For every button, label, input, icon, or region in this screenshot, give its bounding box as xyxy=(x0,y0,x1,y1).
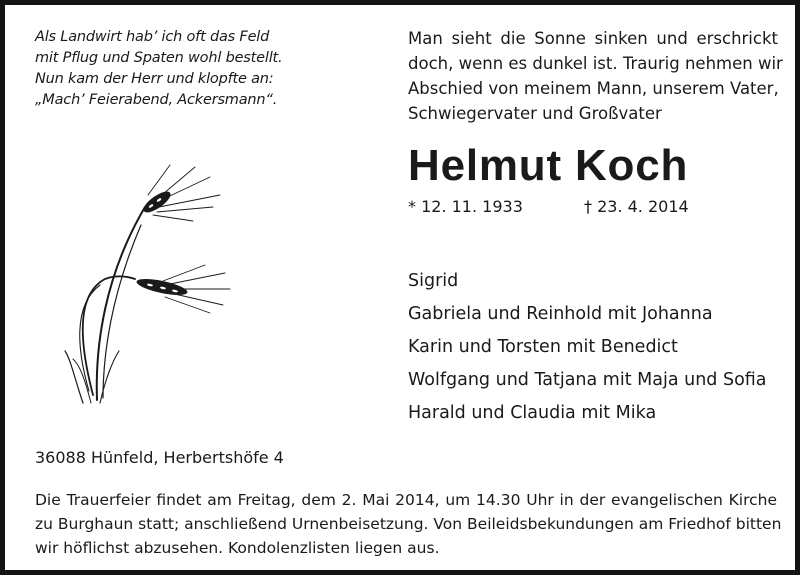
address: 36088 Hünfeld, Herbertshöfe 4 xyxy=(35,448,284,467)
notice-line: Die Trauerfeier findet am Freitag, dem 2. Mai 2014, um 14.30 Uhr in der evangelischen Kirche xyxy=(35,491,777,509)
family-member: Sigrid xyxy=(408,271,459,291)
poem-line: Nun kam der Herr und klopfte an: xyxy=(35,71,274,87)
funeral-notice xyxy=(35,488,782,560)
poem-line: mit Pflug und Spaten wohl bestellt. xyxy=(35,50,283,66)
family-member: Harald und Claudia mit Mika xyxy=(408,403,657,423)
birth-date: * 12. 11. 1933 xyxy=(408,197,523,216)
intro-line: Abschied von meinem Mann, unserem Vater, xyxy=(408,79,779,98)
wheat-ears-icon xyxy=(45,155,245,405)
family-list xyxy=(408,265,767,430)
intro-line: doch, wenn es dunkel ist. Traurig nehmen wir xyxy=(408,54,783,73)
family-member: Gabriela und Reinhold mit Johanna xyxy=(408,304,713,324)
death-date: † 23. 4. 2014 xyxy=(584,197,689,216)
family-member: Karin und Torsten mit Benedict xyxy=(408,337,678,357)
deceased-name: Helmut Koch xyxy=(408,141,689,190)
intro-line: Schwiegervater und Großvater xyxy=(408,104,662,123)
intro-text xyxy=(408,26,783,126)
poem-line: Als Landwirt hab’ ich oft das Feld xyxy=(35,29,270,45)
notice-line: wir höflichst abzusehen. Kondolenzlisten liegen aus. xyxy=(35,539,440,557)
notice-line: zu Burghaun statt; anschließend Urnenbeisetzung. Von Beileidsbekundungen am Friedhof bitten xyxy=(35,515,782,533)
poem-line: „Mach’ Feierabend, Ackersmann“. xyxy=(35,92,278,108)
family-member: Wolfgang und Tatjana mit Maja und Sofia xyxy=(408,370,767,390)
intro-line: Man sieht die Sonne sinken und erschrickt xyxy=(408,29,778,48)
poem xyxy=(35,27,365,111)
